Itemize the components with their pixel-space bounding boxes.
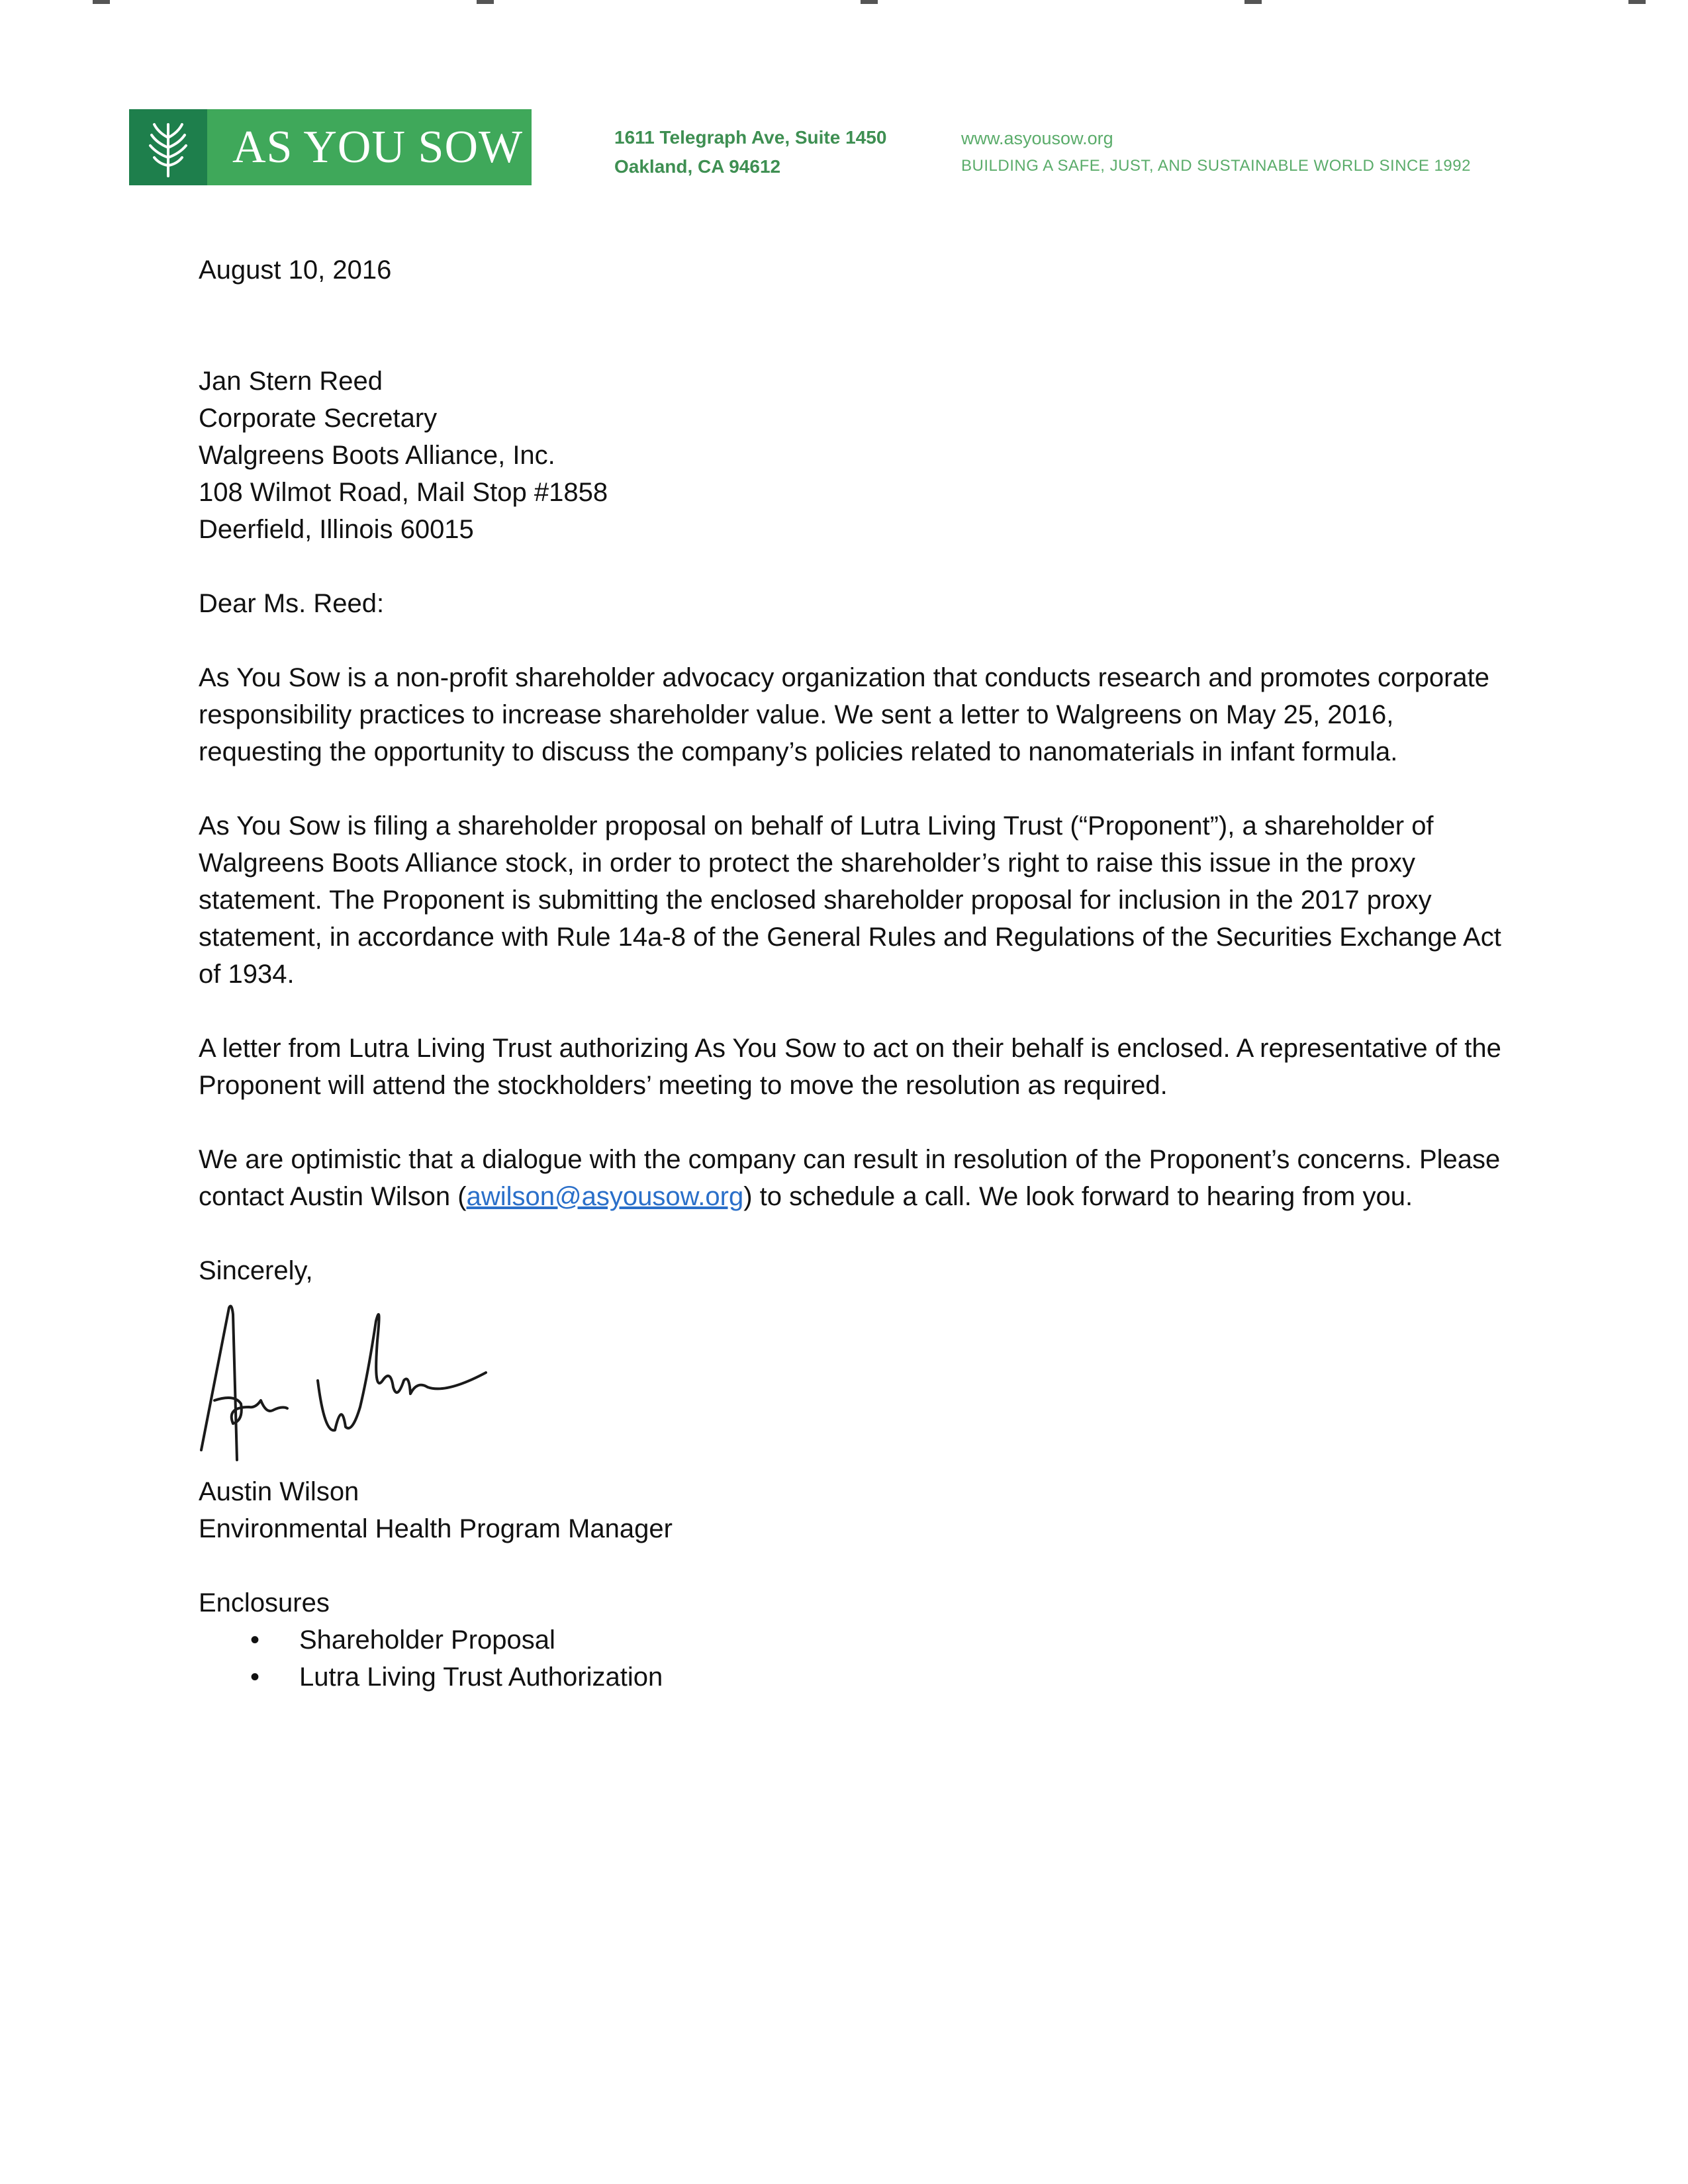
salutation: Dear Ms. Reed: xyxy=(199,589,385,618)
list-item xyxy=(199,1659,1509,1696)
enclosures-list xyxy=(199,1621,1509,1696)
tagline: BUILDING A SAFE, JUST, AND SUSTAINABLE WORLD SINCE 1992 xyxy=(961,157,1471,175)
recipient-title: Corporate Secretary xyxy=(199,404,438,433)
scan-mark xyxy=(1628,0,1646,4)
scan-mark xyxy=(93,0,110,4)
letterhead-address xyxy=(614,123,886,181)
signer-name: Austin Wilson xyxy=(199,1477,359,1506)
list-item xyxy=(199,1621,1509,1659)
handwritten-signature xyxy=(195,1295,539,1473)
enclosure-item: Shareholder Proposal xyxy=(299,1625,555,1655)
wheat-sprout-icon xyxy=(129,109,207,185)
org-name: AS YOU SOW xyxy=(232,121,524,173)
letterhead-web xyxy=(961,124,1471,180)
scan-mark xyxy=(861,0,878,4)
recipient-company: Walgreens Boots Alliance, Inc. xyxy=(199,441,555,470)
contact-paragraph xyxy=(199,1141,1509,1215)
address-line-2: Oakland, CA 94612 xyxy=(614,156,781,177)
paragraph: As You Sow is filing a shareholder proposal on behalf of Lutra Living Trust (“Proponent”), a shareholder of Walgreens Boots Alliance stock, in order to protect the shareholder’s right to raise this issue in the proxy statement. The Proponent is submitting the enclosed shareholder proposal for inclusion in the 2017 proxy statement, in accordance with Rule 14a-8 of the General Rules and Regulations of the Securities Exchange Act of 1934. xyxy=(199,811,1501,989)
email-link[interactable]: awilson@asyousow.org xyxy=(466,1182,744,1211)
closing: Sincerely, xyxy=(199,1256,313,1285)
scan-mark xyxy=(477,0,494,4)
recipient-name: Jan Stern Reed xyxy=(199,367,383,396)
contact-text-before: We are optimistic that a dialogue with the company can result in resolution of the Proponent’s concerns. Please contact Austin Wilson ( xyxy=(199,1145,1501,1211)
letter-body xyxy=(199,251,1509,1696)
as-you-sow-logo xyxy=(129,109,532,185)
address-line-1: 1611 Telegraph Ave, Suite 1450 xyxy=(614,127,887,148)
contact-text-after: ) to schedule a call. We look forward to hearing from you. xyxy=(743,1182,1413,1211)
bullet: • xyxy=(250,1625,260,1655)
recipient-block xyxy=(199,363,1509,548)
recipient-street: 108 Wilmot Road, Mail Stop #1858 xyxy=(199,478,608,507)
paragraph: A letter from Lutra Living Trust authorizing As You Sow to act on their behalf is enclosed. A representative of the Proponent will attend the stockholders’ meeting to move the resolution as required. xyxy=(199,1034,1501,1100)
website-link[interactable]: www.asyousow.org xyxy=(961,128,1113,148)
paragraph: As You Sow is a non-profit shareholder advocacy organization that conducts research and promotes corporate responsibility practices to increase shareholder value. We sent a letter to Walgreens on May 25, 2016, requesting the opportunity to discuss the company’s policies related to nanomaterials in infant formula. xyxy=(199,663,1490,766)
signer-title: Environmental Health Program Manager xyxy=(199,1514,673,1543)
bullet: • xyxy=(250,1662,260,1692)
enclosure-item: Lutra Living Trust Authorization xyxy=(299,1662,663,1692)
recipient-city: Deerfield, Illinois 60015 xyxy=(199,515,474,544)
letter-date: August 10, 2016 xyxy=(199,255,392,285)
scan-mark xyxy=(1244,0,1262,4)
enclosures-label: Enclosures xyxy=(199,1588,330,1617)
